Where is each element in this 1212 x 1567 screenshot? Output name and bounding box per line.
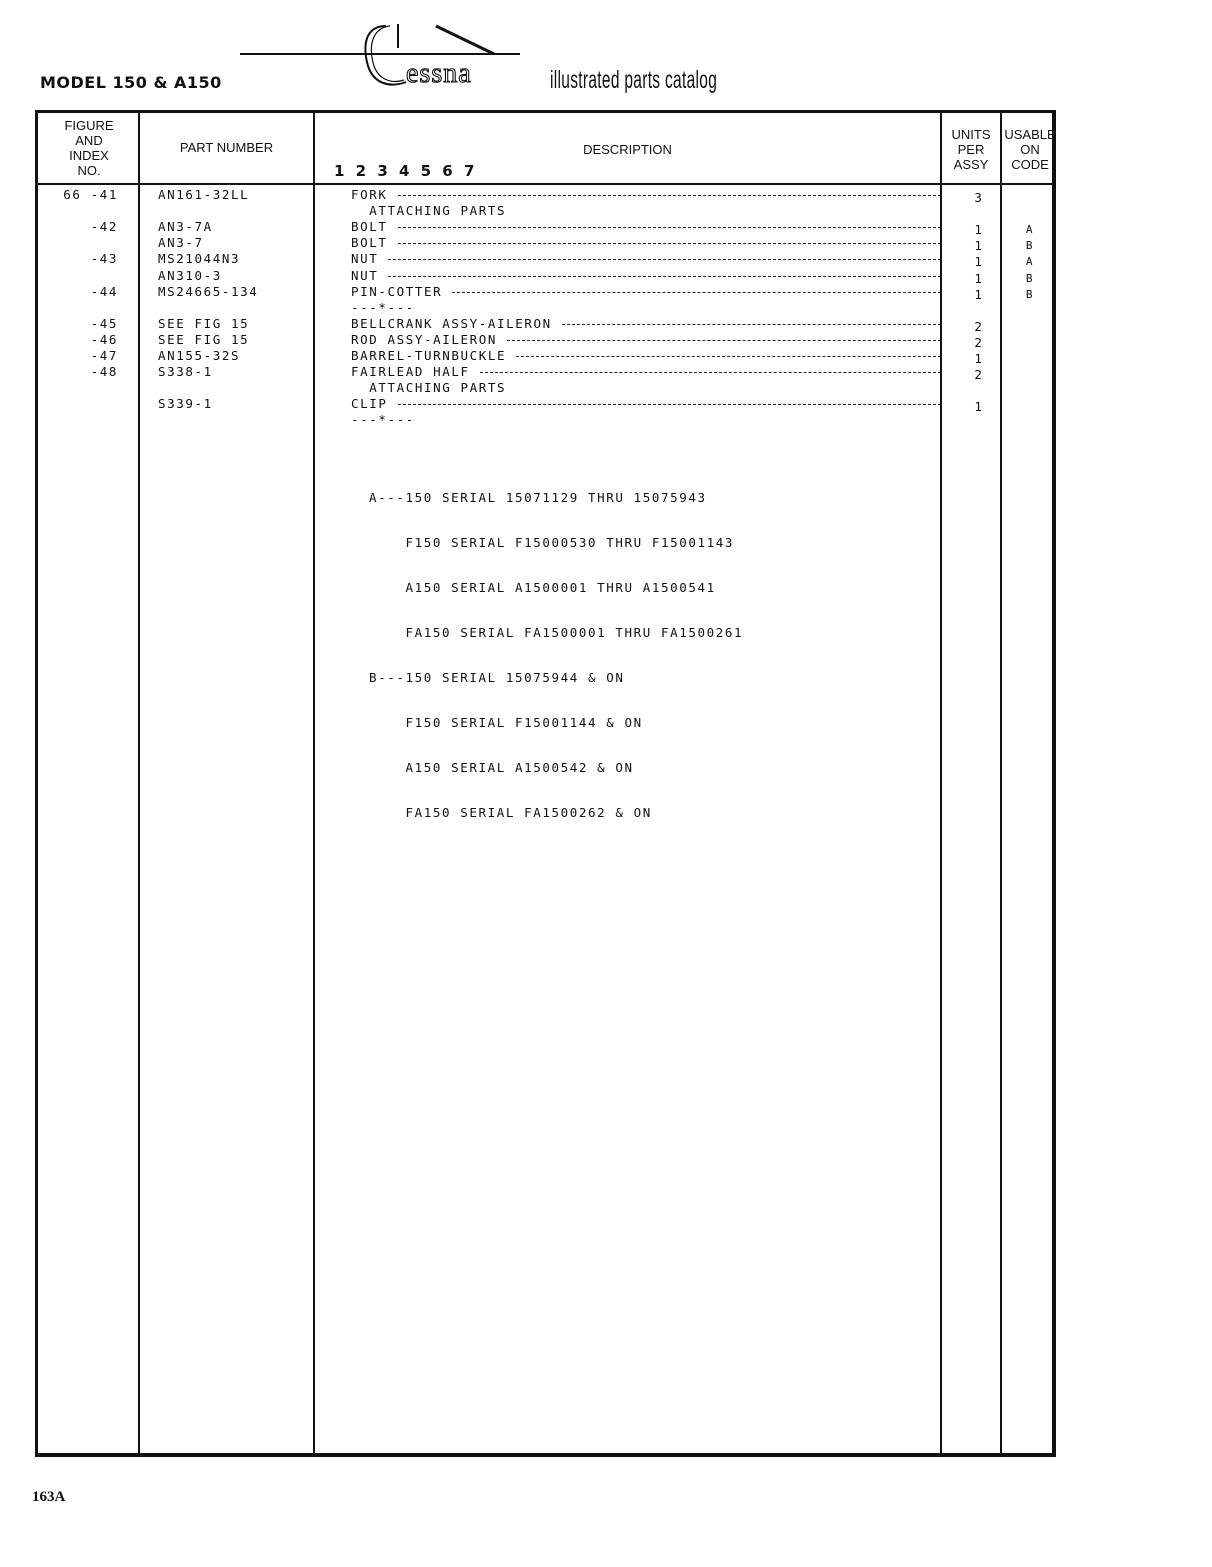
part-number-cell: AN3-7 [158, 235, 204, 251]
description-cell: ---*--- [351, 299, 415, 315]
table-row [38, 284, 1053, 300]
header-divider [38, 183, 1052, 185]
part-number-cell: MS21044N3 [158, 251, 241, 267]
description-cell: NUT [351, 251, 379, 267]
description-cell: CLIP [351, 396, 388, 412]
table-row [38, 412, 1053, 428]
units-cell: 2 [974, 318, 984, 334]
figure-index-cell: -46 [90, 331, 118, 347]
usable-code-cell: A [1025, 255, 1035, 269]
table-row [38, 235, 1053, 254]
units-cell: 2 [974, 367, 984, 383]
units-cell: 3 [974, 190, 984, 205]
dash-leader [398, 404, 941, 405]
note-line: B---150 SERIAL 15075944 & ON [369, 670, 625, 685]
description-header: DESCRIPTION [583, 142, 672, 157]
parts-table [35, 110, 1056, 1457]
dash-leader [398, 195, 941, 196]
table-row [38, 316, 1053, 332]
units-cell: 1 [974, 351, 984, 366]
units-cell: 2 [974, 334, 984, 350]
part-number-cell: S338-1 [158, 364, 213, 380]
model-title: MODEL 150 & A150 [40, 73, 222, 92]
description-cell: BARREL-TURNBUCKLE [351, 348, 507, 363]
description-cell: BOLT [351, 219, 388, 235]
description-cell: FAIRLEAD HALF [351, 364, 470, 380]
dash-leader [388, 276, 941, 277]
description-cell: PIN-COTTER [351, 283, 443, 299]
part-number-cell: AN3-7A [158, 219, 213, 235]
description-cell: ATTACHING PARTS [351, 203, 507, 219]
dash-leader [388, 259, 941, 260]
note-line: FA150 SERIAL FA1500262 & ON [369, 805, 652, 820]
dash-leader [480, 372, 941, 373]
part-number-cell: MS24665-134 [158, 283, 259, 299]
figure-index-cell: -45 [90, 315, 118, 331]
dash-leader [562, 324, 941, 325]
note-line: F150 SERIAL F15001144 & ON [369, 715, 643, 730]
table-row [38, 268, 1053, 284]
table-row [38, 364, 1053, 383]
usable-code-cell: B [1025, 239, 1035, 253]
dash-leader [516, 356, 941, 357]
description-cell: BOLT [351, 235, 388, 251]
figure-index-cell: -48 [90, 364, 118, 380]
description-cell: ---*--- [351, 412, 415, 428]
units-cell: 1 [974, 270, 984, 286]
description-cell: ATTACHING PARTS [351, 380, 507, 396]
cessna-logo [238, 18, 528, 96]
part-number-cell: SEE FIG 15 [158, 315, 250, 331]
figure-index-cell: 66 -41 [63, 187, 118, 202]
catalog-title: illustrated parts catalog [550, 66, 718, 94]
units-cell: 1 [974, 222, 984, 238]
description-cell: FORK [351, 187, 388, 202]
svg-text:essna: essna [406, 58, 472, 89]
units-cell: 1 [974, 238, 984, 254]
figure-index-cell: -47 [90, 348, 118, 363]
part-number-cell: AN310-3 [158, 267, 222, 283]
units-cell: 1 [974, 399, 984, 415]
dash-leader [507, 340, 941, 341]
part-number-header: PART NUMBER [179, 140, 274, 155]
note-line: A150 SERIAL A1500542 & ON [369, 760, 634, 775]
part-number-cell: S339-1 [158, 396, 213, 412]
table-row [38, 219, 1053, 238]
indent-level-digits: 1 2 3 4 5 6 7 [334, 162, 478, 180]
note-line: A---150 SERIAL 15071129 THRU 15075943 [369, 490, 707, 505]
usable-code-cell: B [1025, 287, 1035, 301]
table-row [38, 380, 1053, 396]
usable-code-cell: B [1025, 271, 1035, 285]
dash-leader [452, 292, 941, 293]
serial-notes [369, 460, 743, 850]
table-row [38, 348, 1053, 364]
part-number-cell: SEE FIG 15 [158, 331, 250, 347]
page-number: 163A [32, 1489, 66, 1505]
usable-code-cell: A [1025, 223, 1035, 237]
figure-index-cell: -42 [90, 219, 118, 235]
figure-index-header: FIGURE AND INDEX NO. [64, 118, 114, 178]
units-cell: 1 [974, 286, 984, 302]
note-line: F150 SERIAL F15000530 THRU F15001143 [369, 535, 735, 550]
description-cell: NUT [351, 267, 379, 283]
note-line: FA150 SERIAL FA1500001 THRU FA1500261 [369, 625, 744, 640]
note-line: A150 SERIAL A1500001 THRU A1500541 [369, 580, 716, 595]
description-cell: BELLCRANK ASSY-AILERON [351, 315, 552, 331]
table-row [38, 203, 1053, 219]
table-row [38, 332, 1053, 348]
table-row [38, 251, 1053, 270]
table-row [38, 187, 1053, 203]
figure-index-cell: -44 [90, 283, 118, 299]
part-number-cell: AN161-32LL [158, 187, 250, 202]
table-row [38, 300, 1053, 316]
units-per-assy-header: UNITS PER ASSY [951, 127, 991, 172]
part-number-cell: AN155-32S [158, 348, 241, 363]
figure-index-cell: -43 [90, 251, 118, 267]
description-cell: ROD ASSY-AILERON [351, 331, 498, 347]
dash-leader [398, 243, 941, 244]
table-row [38, 396, 1053, 415]
usable-on-code-header: USABLE ON CODE [1004, 127, 1056, 172]
units-cell: 1 [974, 254, 984, 270]
dash-leader [398, 227, 941, 228]
